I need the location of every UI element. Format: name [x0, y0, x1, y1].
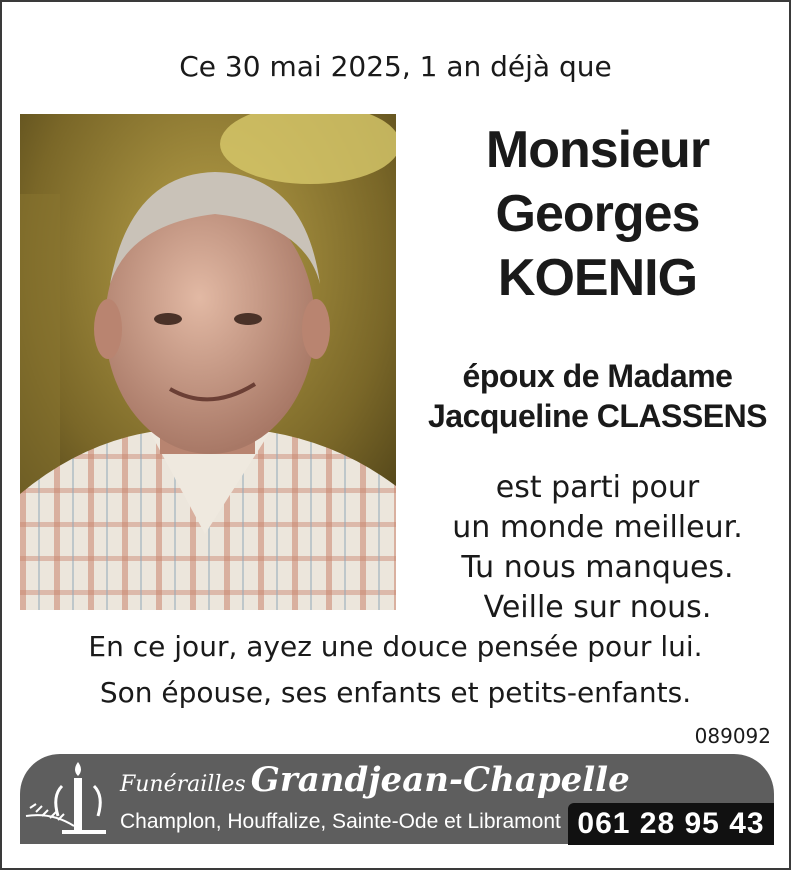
closing-text — [0, 624, 791, 716]
funeral-home-name — [120, 760, 630, 800]
funeral-home-prefix: Funérailles — [120, 772, 246, 797]
message-line-2: un monde meilleur. — [452, 510, 743, 545]
name-line-last: KOENIG — [497, 249, 698, 307]
spouse-line-2: Jacqueline CLASSENS — [427, 398, 768, 434]
spouse-line-1: époux de Madame — [462, 358, 733, 394]
closing-line-2: Son épouse, ses enfants et petits-enfants. — [99, 676, 692, 709]
funeral-home-phone: 061 28 95 43 — [568, 803, 774, 845]
reference-number: 089092 — [694, 724, 771, 748]
message-line-3: Tu nous manques. — [461, 550, 734, 585]
funeral-home-title: Grandjean-Chapelle — [250, 760, 630, 800]
closing-line-1: En ce jour, ayez une douce pensée pour lui. — [88, 630, 703, 663]
anniversary-intro: Ce 30 mai 2025, 1 an déjà que — [179, 50, 612, 83]
spouse-info — [415, 356, 780, 436]
candle-wheat-icon — [22, 756, 112, 842]
funeral-home-locations: Champlon, Houffalize, Sainte-Ode et Libramont — [120, 810, 561, 833]
portrait-photo — [20, 114, 396, 610]
deceased-name — [420, 118, 775, 310]
name-line-title: Monsieur — [485, 121, 710, 179]
memorial-message — [420, 468, 775, 628]
name-line-first: Georges — [495, 185, 700, 243]
message-line-1: est parti pour — [495, 470, 700, 505]
message-line-4: Veille sur nous. — [483, 590, 712, 625]
